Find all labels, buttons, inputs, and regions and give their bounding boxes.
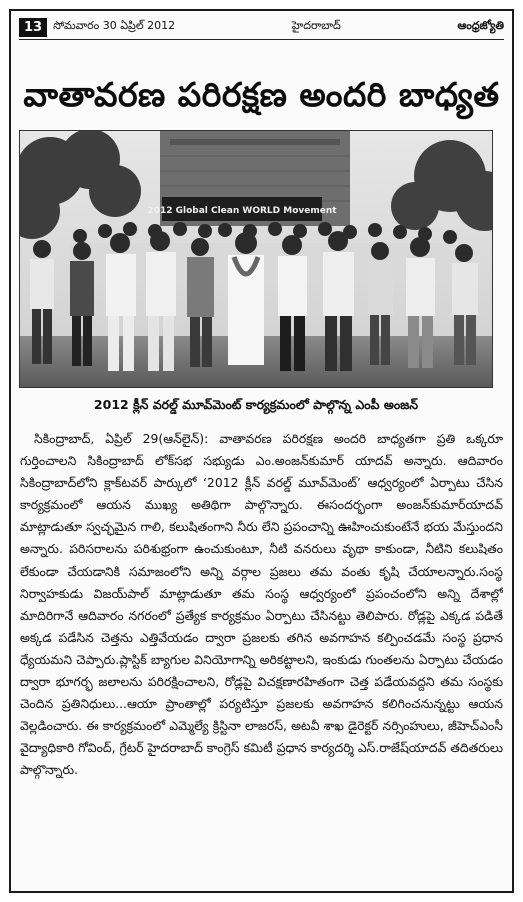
article-paragraph	[20, 428, 503, 782]
article-body	[20, 428, 503, 873]
issue-date: సోమవారం 30 ఏప్రిల్ 2012	[53, 19, 176, 32]
group-photo	[19, 130, 493, 388]
article-dateline: సికింద్రాబాద్, ఏప్రిల్ 29(ఆన్‌లైన్):	[34, 431, 209, 446]
masthead-strip	[19, 15, 504, 40]
headline: వాతావరణ పరిరక్షణ అందరి బాధ్యత	[23, 75, 500, 114]
article-text: వాతావరణ పరిరక్షణ అందరి బాధ్యతగా ప్రతి ఒక్కరూ గుర్తించాలని సికింద్రాబాద్ లోక్‌సభ సభ్యుడు ఎం.అంజన్‌కుమార్ యాదవ్ అన్నారు. ఆదివారం సికింద్రాబాద్‌లోని క్లాక్‌టవర్ పార్కులో ‘2012 క్లీన్ వరల్డ్ మూవ్‌మెంట్’ ఆధ్వర్యంలో ఏర్పాటు చేసిన కార్యక్రమంలో ఆయన ముఖ్య అతిథిగా పాల్గొన్నారు. ఈసందర్భంగా అంజన్‌కుమార్‌యాదవ్ మాట్లాడుతూ స్వచ్ఛమైన గాలి, కలుషితంగాని నీరు లేని ప్రపంచాన్ని ఊహించుకుంటేనే భయ మేస్తుందని అన్నారు. పరిసరాలను పరిశుభ్రంగా ఉంచుకుంటూ, నీటి వనరులు వృథా కాకుండా, నీటిని కలుషితం లేకుండా చేయడానికి సమాజంలోని అన్ని వర్గాల ప్రజలు తమ వంతు కృషి చేయాలన్నారు.సంస్థ నిర్వాహకుడు విజయ్‌పాల్ మాట్లాడుతూ తమ సంస్థ ఆధ్వర్యంలో ప్రపంచంలోని అన్ని దేశాల్లో మాదిరిగానే ఆదివారం నగరంలో ప్రత్యేక కార్యక్రమం ఏర్పాటు చేసినట్టు తెలిపారు. రోడ్లపై ఎక్కడ పడితే అక్కడ పడేసిన చెత్తను ఎత్తివేయడం ద్వారా ప్రజలకు తగిన అవగాహన కల్పించడమే సంస్థ ప్రధాన ధ్యేయమని చెప్పారు.ప్లాస్టిక్ బ్యాగుల వినియోగాన్ని అరికట్టాలని, ఇంకుడు గుంతలను ఏర్పాటు చేయడం ద్వారా భూగర్భ జలాలను పరిరక్షించాలని, రోడ్లపై విచక్షణారహితంగా చెత్త పడేయవద్దని తమ సంస్థకు చెందిన ప్రతినిధులు...ఆయా ప్రాంతాల్లో పర్యటిస్తూ ప్రజలకు అవగాహన కలిగించనున్నట్టు ఆయన వెల్లడించారు. ఈ కార్యక్రమంలో ఎమ్మెల్యే క్రిస్టినా లాజరస్, అటవీ శాఖ డైరెక్టర్ నర్సింహులు, జీహెచ్ఎంసీ వైద్యాధికారి గోవింద్, గ్రేటర్ హైదరాబాద్ కాంగ్రెస్ కమిటీ ప్రధాన కార్యదర్శి ఎస్.రాజేష్‌యాదవ్ తదితరులు పాల్గొన్నారు.	[20, 431, 503, 778]
edition-city: హైదరాబాద్	[291, 19, 341, 32]
banner-text: 2012 Global Clean WORLD Movement	[147, 206, 337, 216]
page-number: 13	[19, 18, 47, 37]
photo-caption: 2012 క్లీన్ వరల్డ్ మూవ్‌మెంట్ కార్యక్రమంలో పాల్గొన్న ఎంపీ అంజన్	[93, 397, 419, 412]
newspaper-name: ఆంధ్రజ్యోతి	[457, 19, 504, 32]
